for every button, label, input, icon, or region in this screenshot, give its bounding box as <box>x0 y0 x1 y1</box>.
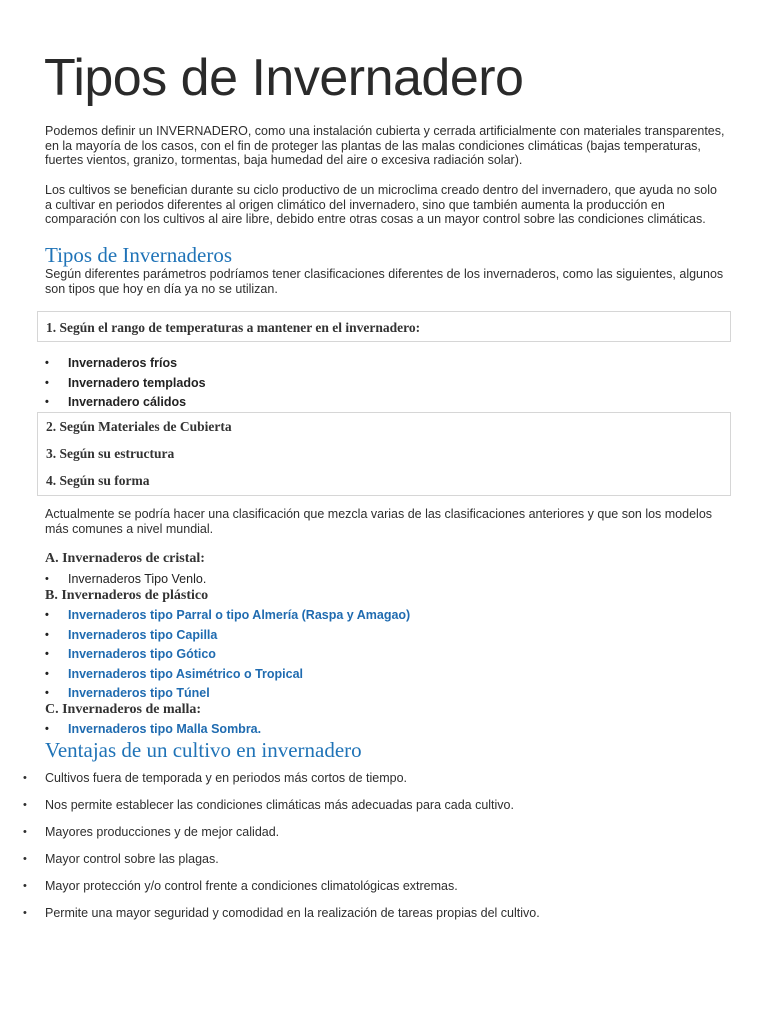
criteria-box-temperature <box>37 311 731 342</box>
list-item <box>45 684 410 704</box>
criteria-box-others <box>37 412 731 496</box>
criteria-4-label: 4. Según su forma <box>46 473 150 488</box>
intro-paragraph-2: Los cultivos se benefician durante su ciclo productivo de un microclima creado dentro del invernadero, que ayuda no solo a cultivar en periodos diferentes al origen climático del invernadero, sino que también aumenta la producción en comparación con los cultivos al aire libre, debido entre otras cosas a un mayor control sobre las condiciones climáticas. <box>45 183 717 227</box>
list-item: • Nos permite establecer las condiciones climáticas más adecuadas para cada cultivo. <box>23 792 540 819</box>
intro-paragraph-1: Podemos definir un INVERNADERO, como una instalación cubierta y cerrada artificialmente con materiales transparentes, en la mayoría de los casos, con el fin de proteger las plantas de las malas condiciones climáticas (bajas temperaturas, fuertes vientos, granizo, tormentas, baja humedad del aire o excesiva radiación solar). <box>45 124 725 168</box>
group-a-list <box>45 572 206 587</box>
list-item: • Cultivos fuera de temporada y en periodos más cortos de tiempo. <box>23 765 540 792</box>
list-item: • Mayor protección y/o control frente a condiciones climatológicas extremas. <box>23 873 540 900</box>
list-item: • Invernaderos fríos <box>45 354 206 374</box>
section-tipos-intro: Según diferentes parámetros podríamos tener clasificaciones diferentes de los invernaderos, como las siguientes, algunos son tipos que hoy en día ya no se utilizan. <box>45 267 724 296</box>
link-malla-sombra[interactable]: Invernaderos tipo Malla Sombra. <box>68 722 262 736</box>
list-item: • Invernaderos Tipo Venlo. <box>45 572 206 587</box>
link-parral[interactable]: Invernaderos tipo Parral o tipo Almería (Raspa y Amagao) <box>68 608 411 622</box>
list-item <box>45 626 410 646</box>
section-heading-ventajas: Ventajas de un cultivo en invernadero <box>45 738 362 762</box>
list-item: • Permite una mayor seguridad y comodidad en la realización de tareas propias del cultivo. <box>23 900 540 927</box>
list-item: • Invernadero cálidos <box>45 393 206 413</box>
link-capilla[interactable]: Invernaderos tipo Capilla <box>68 627 218 642</box>
list-item <box>45 645 410 665</box>
group-b-heading: B. Invernaderos de plástico <box>45 588 209 603</box>
link-gotico[interactable]: Invernaderos tipo Gótico <box>68 647 216 661</box>
link-asimetrico[interactable]: Invernaderos tipo Asimétrico o Tropical <box>68 666 304 681</box>
group-a-heading: A. Invernaderos de cristal: <box>45 551 205 566</box>
page-title: Tipos de Invernadero <box>44 49 524 107</box>
list-item <box>45 665 410 685</box>
list-item <box>45 721 261 738</box>
list-item: • Mayor control sobre las plagas. <box>23 846 540 873</box>
criteria-2-label: 2. Según Materiales de Cubierta <box>46 419 232 434</box>
criteria-3-label: 3. Según su estructura <box>46 446 175 461</box>
mixed-classification-paragraph: Actualmente se podría hacer una clasificación que mezcla varias de las clasificaciones anteriores y que son los modelos más comunes a nivel mundial. <box>45 507 713 536</box>
section-heading-tipos: Tipos de Invernaderos <box>45 243 233 267</box>
list-item <box>45 606 410 626</box>
criteria-1-label: 1. Según el rango de temperaturas a mantener en el invernadero: <box>46 320 421 335</box>
list-item: • Mayores producciones y de mejor calidad. <box>23 819 540 846</box>
group-c-list <box>45 721 261 738</box>
link-tunel[interactable]: Invernaderos tipo Túnel <box>68 686 210 700</box>
temperature-types-list <box>45 354 206 413</box>
list-item: • Invernadero templados <box>45 374 206 394</box>
advantages-list <box>23 765 540 927</box>
group-c-heading: C. Invernaderos de malla: <box>45 702 202 717</box>
group-b-list <box>45 606 410 704</box>
